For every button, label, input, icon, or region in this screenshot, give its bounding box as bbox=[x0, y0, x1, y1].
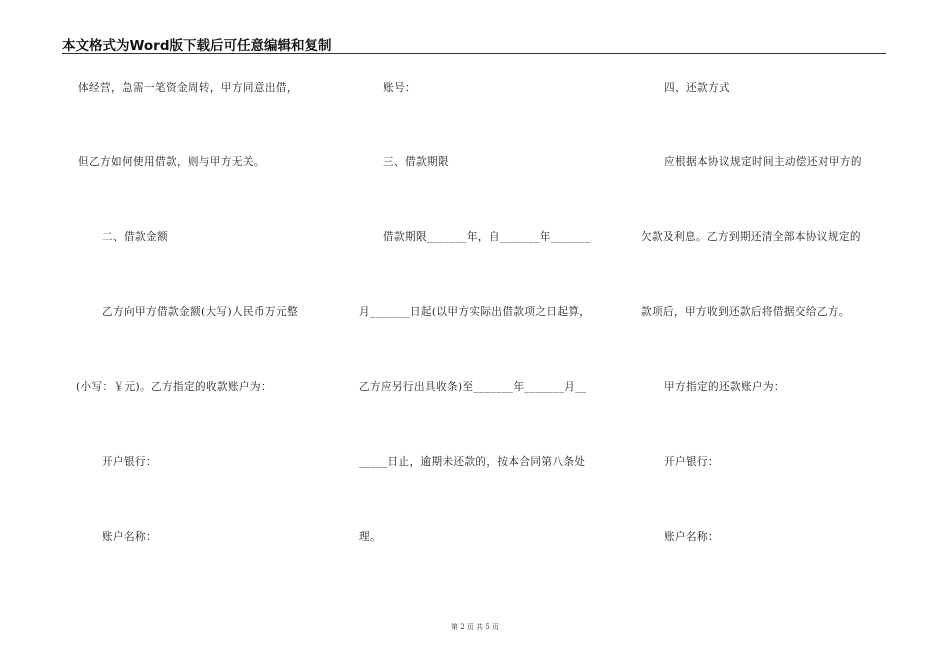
text-line: _____日止，逾期未还款的，按本合同第八条处 bbox=[359, 456, 586, 468]
text-line: 甲方指定的还款账户为： bbox=[664, 381, 785, 393]
text-line: (小写：￥元)。乙方指定的收款账户为： bbox=[76, 381, 272, 393]
text-line: 借款期限_______年，自_______年_______ bbox=[383, 231, 591, 243]
section-heading: 二、借款金额 bbox=[102, 231, 168, 243]
section-heading: 三、借款期限 bbox=[383, 156, 449, 168]
page-number-footer: 第 2 页 共 5 页 bbox=[450, 623, 500, 631]
text-line: 体经营，急需一笔资金周转，甲方同意出借， bbox=[78, 82, 298, 94]
text-line: 乙方向甲方借款金额(大写)人民币万元整 bbox=[102, 306, 298, 318]
field-label: 账户名称： bbox=[664, 531, 719, 543]
text-line: 但乙方如何使用借款，则与甲方无关。 bbox=[78, 156, 265, 168]
text-line: 理。 bbox=[359, 531, 381, 543]
text-line: 款项后，甲方收到还款后将借据交给乙方。 bbox=[641, 306, 850, 318]
field-label: 开户银行： bbox=[664, 456, 719, 468]
field-label: 账户名称： bbox=[102, 531, 157, 543]
header-divider bbox=[62, 53, 886, 54]
field-label: 开户银行： bbox=[102, 456, 157, 468]
text-line: 月_______日起(以甲方实际出借款项之日起算， bbox=[359, 306, 591, 318]
field-label: 账号： bbox=[383, 82, 416, 94]
text-line: 欠款及利息。乙方到期还清全部本协议规定的 bbox=[641, 231, 861, 243]
page-header-title: 本文格式为Word版下载后可任意编辑和复制 bbox=[62, 38, 332, 54]
section-heading: 四、还款方式 bbox=[664, 82, 730, 94]
text-line: 应根据本协议规定时间主动偿还对甲方的 bbox=[664, 156, 862, 168]
text-line: 乙方应另行出具收条)至_______年_______月__ bbox=[359, 381, 587, 393]
